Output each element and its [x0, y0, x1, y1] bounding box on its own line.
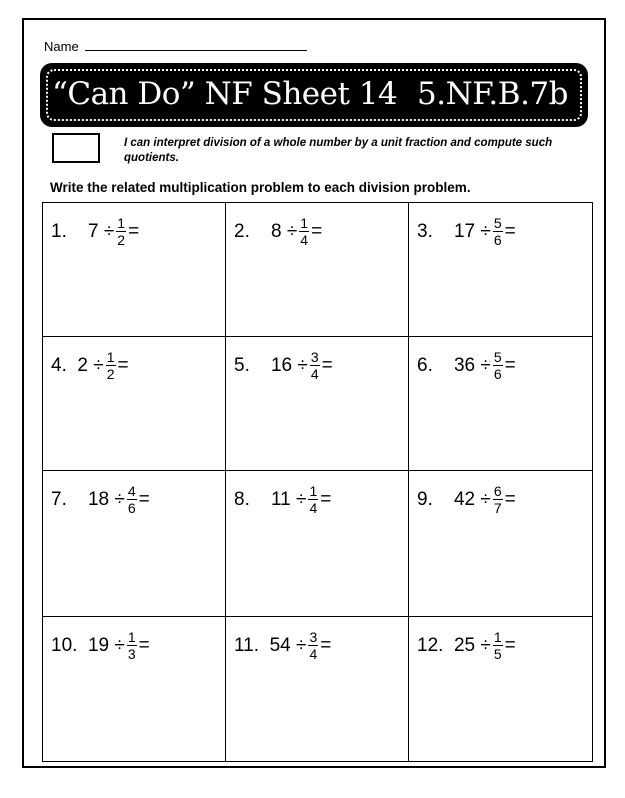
dividend: 16 [270, 354, 293, 376]
equals-sign: = [504, 220, 516, 242]
name-label: Name [44, 39, 79, 54]
learning-objective: I can interpret division of a whole number by a unit fraction and compute such quotients. [124, 137, 553, 164]
name-blank[interactable] [85, 38, 307, 51]
dividend: 36 [453, 354, 476, 376]
problem-cell[interactable] [409, 337, 592, 471]
problem-number: 3. [417, 220, 433, 242]
problem-number: 6. [417, 354, 433, 376]
problem-number: 11. [234, 634, 260, 656]
equals-sign: = [128, 220, 140, 242]
numerator: 5 [493, 349, 502, 365]
problem-number: 12. [417, 634, 444, 656]
equals-sign: = [138, 488, 150, 510]
fraction [493, 215, 503, 248]
numerator: 6 [493, 483, 502, 499]
problem-number: 9. [417, 488, 433, 510]
dividend: 2 [77, 354, 88, 376]
divide-sign: ÷ [480, 354, 491, 376]
divide-sign: ÷ [296, 634, 307, 656]
divide-sign: ÷ [480, 220, 491, 242]
numerator: 1 [493, 629, 502, 645]
sheet-title: “Can Do” NF Sheet 14 [52, 76, 398, 112]
problem-cell[interactable] [226, 203, 409, 337]
equals-sign: = [311, 220, 323, 242]
numerator: 1 [127, 629, 136, 645]
problem-cell[interactable] [409, 617, 592, 761]
divide-sign: ÷ [286, 220, 298, 242]
standard-code: 5.NF.B.7b [417, 76, 568, 112]
problem-cell[interactable] [43, 203, 226, 337]
problem-number: 4. [51, 354, 67, 376]
objective-checkbox[interactable] [52, 133, 100, 163]
problem [51, 215, 139, 248]
denominator: 6 [493, 232, 502, 248]
dividend: 25 [453, 634, 476, 656]
divide-sign: ÷ [296, 488, 307, 510]
problem [417, 215, 516, 248]
denominator: 5 [493, 646, 502, 662]
fraction [106, 349, 116, 382]
problem-number: 5. [234, 354, 250, 376]
dividend: 17 [453, 220, 476, 242]
numerator: 4 [127, 483, 136, 499]
problem-cell[interactable] [409, 471, 592, 617]
equals-sign: = [504, 354, 516, 376]
problem [51, 483, 150, 516]
problem-number: 2. [234, 220, 250, 242]
divide-sign: ÷ [103, 220, 115, 242]
denominator: 3 [127, 646, 136, 662]
numerator: 1 [300, 215, 309, 231]
numerator: 5 [493, 215, 502, 231]
dividend: 18 [87, 488, 110, 510]
problem-cell[interactable] [226, 471, 409, 617]
equals-sign: = [320, 634, 332, 656]
dividend: 42 [453, 488, 476, 510]
problem [417, 349, 516, 382]
numerator: 1 [309, 483, 318, 499]
fraction [310, 349, 320, 382]
numerator: 1 [117, 215, 126, 231]
problem-cell[interactable] [409, 203, 592, 337]
problem [234, 215, 322, 248]
equals-sign: = [138, 634, 150, 656]
divide-sign: ÷ [297, 354, 308, 376]
problem-cell[interactable] [226, 337, 409, 471]
problem [234, 629, 331, 662]
problem [417, 483, 516, 516]
fraction [299, 215, 309, 248]
problem-number: 10. [51, 634, 78, 656]
problem [51, 349, 129, 382]
divide-sign: ÷ [480, 488, 491, 510]
equals-sign: = [320, 488, 332, 510]
numerator: 3 [309, 629, 318, 645]
divide-sign: ÷ [114, 488, 125, 510]
problem-cell[interactable] [43, 617, 226, 761]
denominator: 4 [310, 366, 319, 382]
numerator: 3 [310, 349, 319, 365]
problem-grid [42, 202, 593, 762]
fraction [493, 483, 503, 516]
numerator: 1 [106, 349, 115, 365]
problem-cell[interactable] [43, 471, 226, 617]
problem [234, 349, 333, 382]
fraction [493, 349, 503, 382]
problem [51, 629, 150, 662]
problem-cell[interactable] [43, 337, 226, 471]
name-field[interactable] [44, 38, 307, 54]
fraction [308, 629, 318, 662]
equals-sign: = [117, 354, 129, 376]
divide-sign: ÷ [480, 634, 491, 656]
fraction [127, 629, 137, 662]
denominator: 6 [493, 366, 502, 382]
fraction [127, 483, 137, 516]
denominator: 4 [309, 646, 318, 662]
denominator: 6 [127, 500, 136, 516]
problem-number: 7. [51, 488, 67, 510]
dividend: 54 [269, 634, 291, 656]
denominator: 2 [106, 366, 115, 382]
fraction [308, 483, 318, 516]
denominator: 7 [493, 500, 502, 516]
denominator: 4 [300, 232, 309, 248]
problem [417, 629, 516, 662]
divide-sign: ÷ [93, 354, 104, 376]
equals-sign: = [504, 488, 516, 510]
denominator: 4 [309, 500, 318, 516]
problem-number: 1. [51, 220, 67, 242]
divide-sign: ÷ [114, 634, 125, 656]
fraction [116, 215, 126, 248]
instructions: Write the related multiplication problem to each division problem. [50, 180, 471, 195]
dividend: 7 [87, 220, 99, 242]
equals-sign: = [504, 634, 516, 656]
dividend: 8 [270, 220, 282, 242]
dividend: 19 [87, 634, 110, 656]
problem [234, 483, 331, 516]
dividend: 11 [270, 488, 291, 510]
problem-cell[interactable] [226, 617, 409, 761]
equals-sign: = [321, 354, 333, 376]
fraction [493, 629, 503, 662]
denominator: 2 [117, 232, 126, 248]
problem-number: 8. [234, 488, 250, 510]
